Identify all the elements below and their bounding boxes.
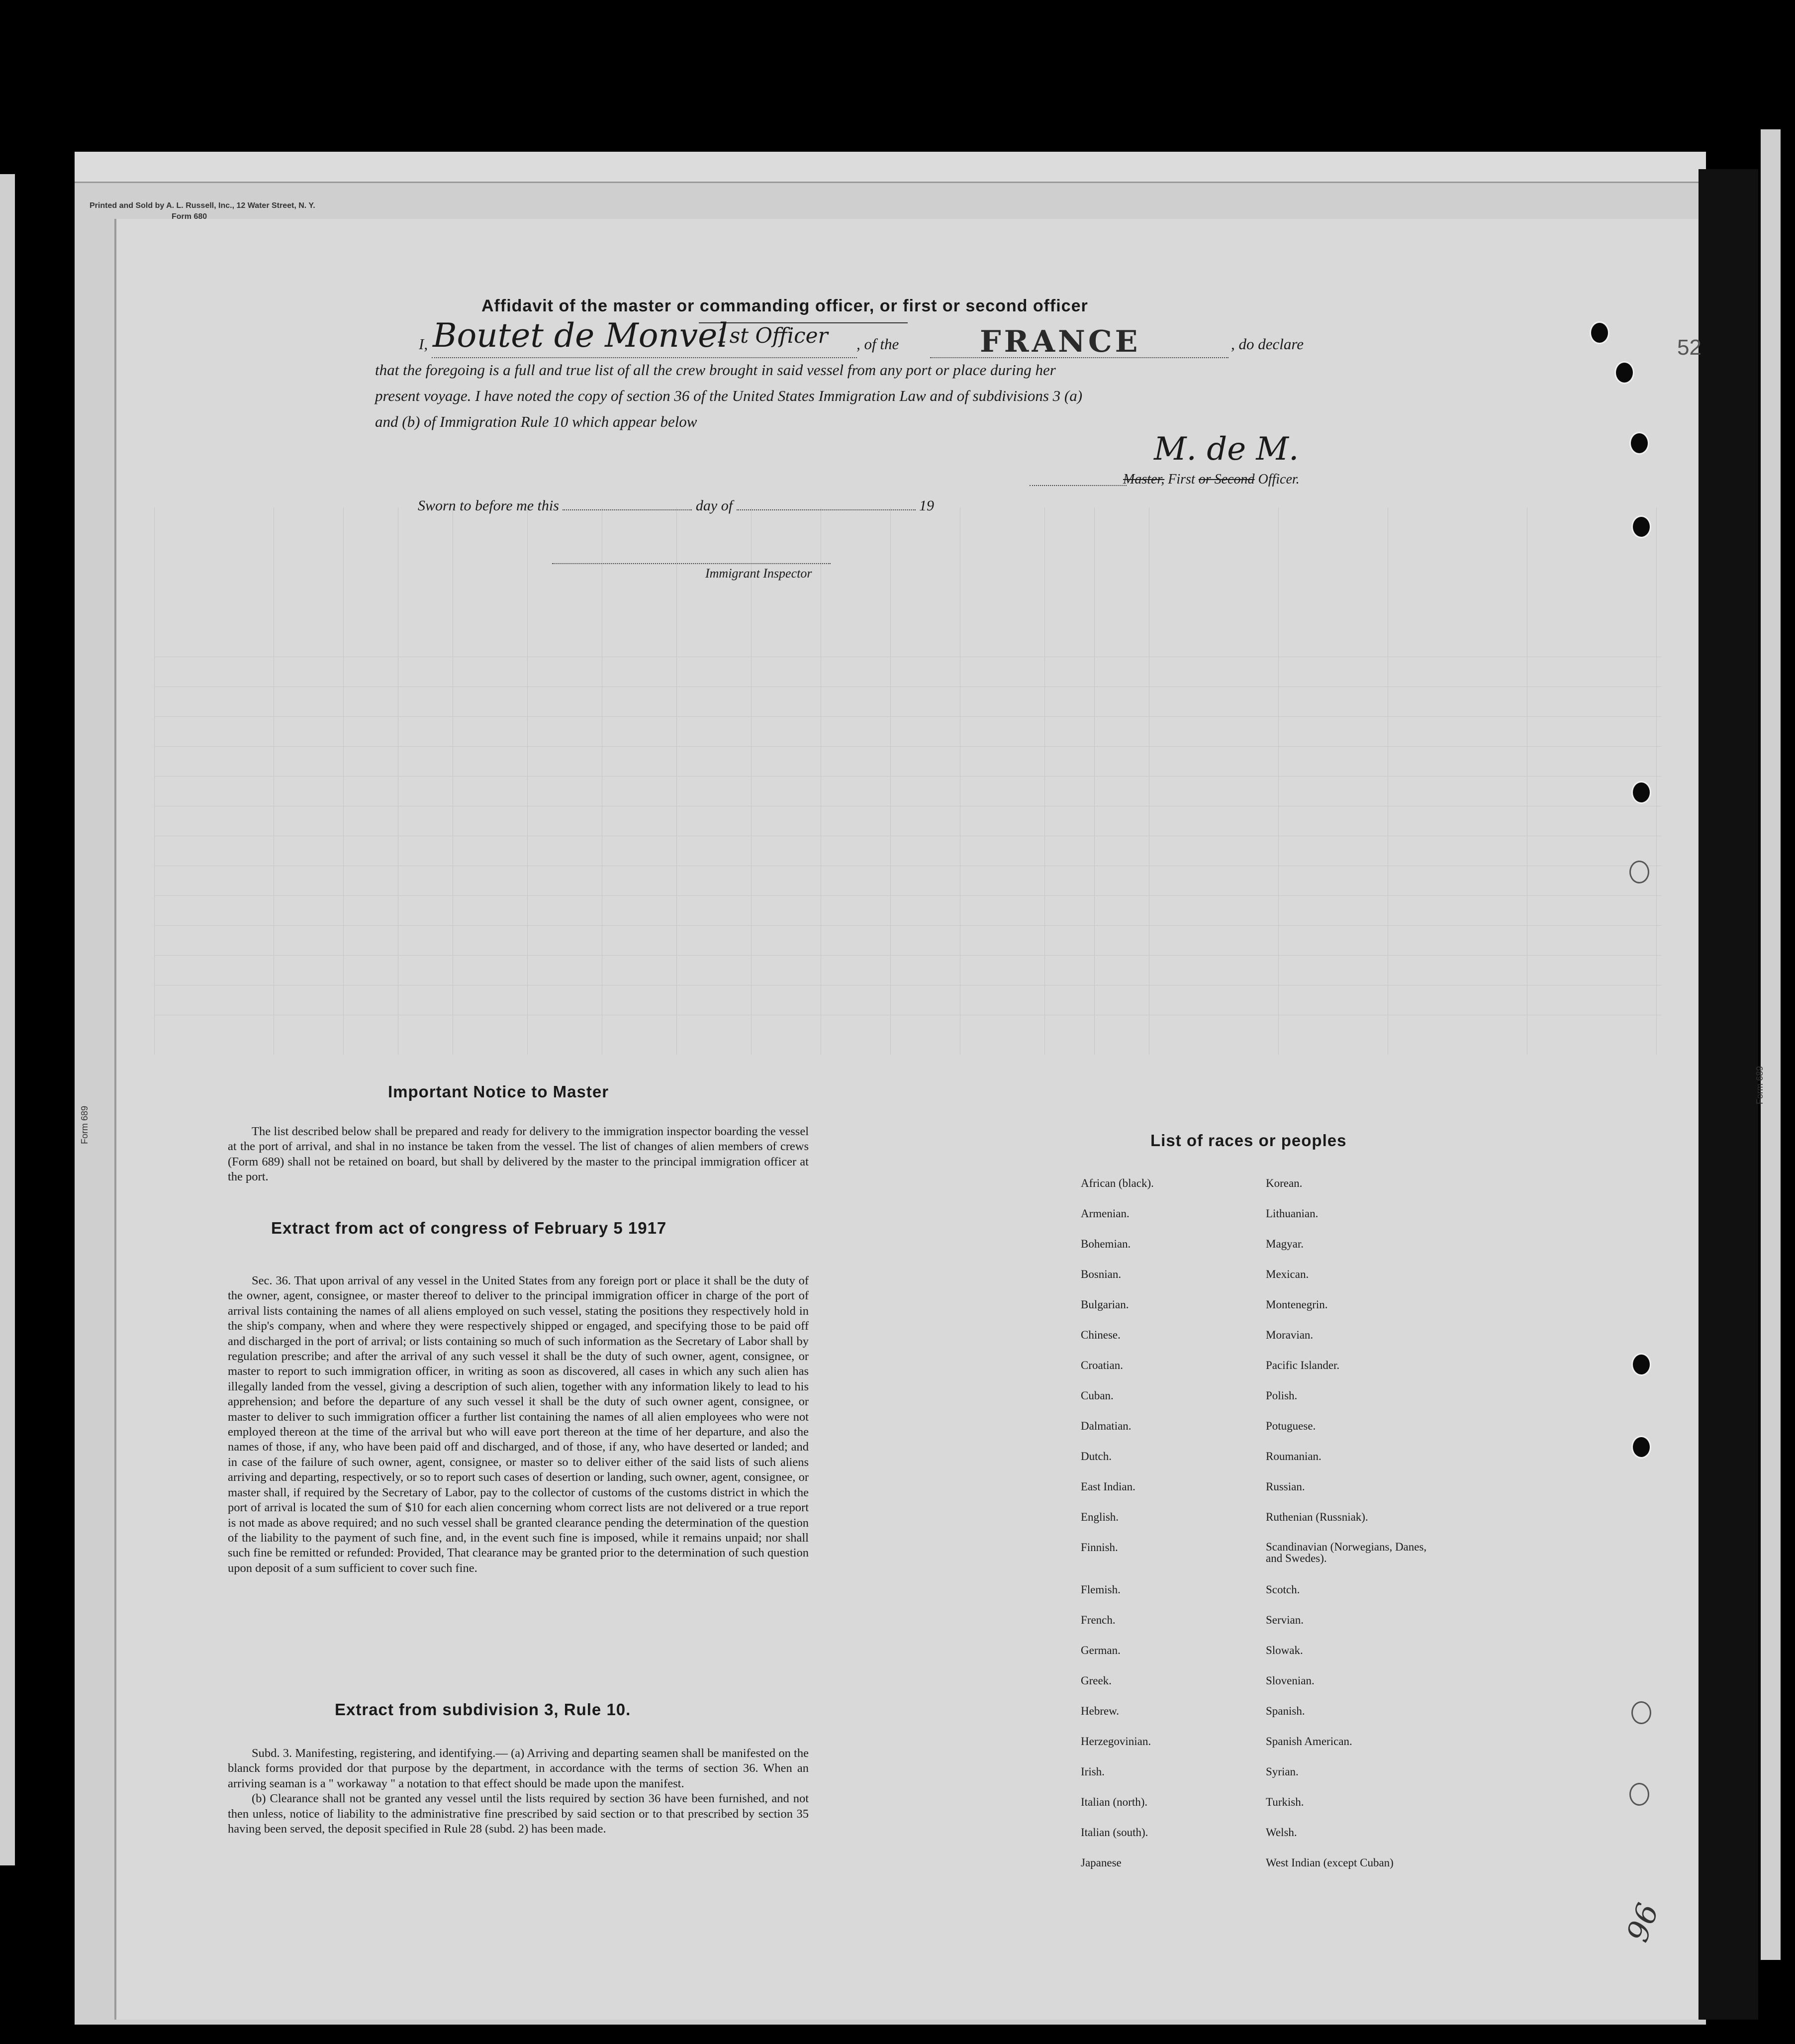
race-item: Greek. [1081, 1674, 1112, 1687]
race-item: Finnish. [1081, 1541, 1118, 1554]
punch-hole [1590, 321, 1609, 344]
affidavit-line2: that the foregoing is a full and true list of all the crew brought in said vessel from any port or place during her [375, 361, 1056, 379]
punch-hole [1631, 1353, 1651, 1376]
race-item: Dalmatian. [1081, 1420, 1132, 1432]
affidavit-title: Affidavit of the master or commanding officer, or first or second officer [481, 296, 1088, 315]
punch-hole [1631, 781, 1651, 804]
margin-note: 96 [1620, 1899, 1666, 1947]
inspector-label: Immigrant Inspector [705, 566, 812, 581]
sworn-year: 19 [919, 497, 935, 514]
officer-second-struck: or Second [1198, 472, 1255, 487]
binding-shadow [1699, 169, 1758, 2020]
punch-hole [1614, 361, 1634, 384]
race-item: Scandinavian (Norwegians, Danes, and Swedes). [1266, 1541, 1427, 1564]
race-item: Welsh. [1266, 1826, 1297, 1839]
sworn-date-blank [563, 509, 692, 510]
race-item: Lithuanian. [1266, 1207, 1319, 1220]
race-item: Russian. [1266, 1480, 1305, 1493]
affidavit-line3: present voyage. I have noted the copy of section 36 of the United States Immigration Law and of subdivisions 3 (a) [375, 387, 1083, 404]
race-item: Croatian. [1081, 1359, 1123, 1371]
race-item: Ruthenian (Russniak). [1266, 1511, 1368, 1523]
punch-hole [1631, 1436, 1651, 1459]
sworn-month-blank [737, 509, 916, 510]
race-item: African (black). [1081, 1177, 1154, 1189]
side-label-right: Form 689 [1755, 1066, 1765, 1104]
affidavit-line4: and (b) of Immigration Rule 10 which appear below [375, 413, 697, 430]
notice-text: The list described below shall be prepared and ready for delivery to the immigration inspector boarding the vessel at the port of arrival, and shal in no instance be taken from the vessel. The list of changes of alien members of crews (Form 689) shall not be retained on board, but shall by delivered by the master to the principal immigration officer at the port. [228, 1125, 809, 1184]
punch-hole [1629, 861, 1649, 883]
declarant-rank: 1st Officer [716, 323, 828, 348]
race-item: Dutch. [1081, 1450, 1112, 1462]
race-item: Magyar. [1266, 1238, 1304, 1250]
rule-heading: Extract from subdivision 3, Rule 10. [335, 1700, 631, 1719]
act-text: Sec. 36. That upon arrival of any vessel in the United States from any foreign port or place it shall be the duty of the owner, agent, consignee, or master thereof to deliver to the principal immigration officer in charge of the port of arrival lists containing the names of all aliens employed on such vessel, stating the positions they respectively hold in the ship's company, when and where they were respectively shipped or engaged, and specifying those to be paid off and discharged in the port of arrival; or lists containing so much of such information as the Secretary of Labor shall by regulation prescribe; and after the arrival of any such vessel it shall be the duty of such owner, agent, consignee, or master to report to such immigration officer, in writing as soon as discovered, all cases in which any such alien has illegally landed from the vessel, giving a description of such alien, together with any information likely to lead to his apprehension; and before the departure of any such vessel it shall be the duty of such owner agent, consignee, or master to deliver to such immigration officer a further list containing the names of all alien employees who were not employed thereon at the time of the arrival but who will eave port thereon at the time of her departure, and also the names of those, if any, who have been paid off and discharged, and of those, if any, who have deserted or landed; and in case of the failure of such owner, agent, consignee, or master so to deliver either of the said lists of such aliens arriving and departing, respectively, or so to report such cases of desertion or landing, such owner, agent, consignee, or master shall, if required by the Secretary of Labor, pay to the collector of customs of the customs district in which the port of arrival is located the sum of $10 for each alien concerning whom correct lists are not delivered or a true report is not made as above required; and no such vessel shall be granted clearance pending the determination of the question of the liability to the payment of such fine, and, in the event such fine is imposed, while it remains unpaid; nor shall such fine be remitted or refunded: Provided, That clearance may be granted prior to the determination of such question upon deposit of a sum sufficient to cover such fine. [228, 1274, 809, 1575]
race-item: Servian. [1266, 1614, 1304, 1626]
act-heading: Extract from act of congress of February 5 1917 [271, 1219, 667, 1237]
race-item: Korean. [1266, 1177, 1303, 1189]
race-item: Italian (south). [1081, 1826, 1148, 1839]
form-number: Form 680 [172, 212, 207, 221]
inspector-dotted-line [552, 563, 831, 564]
officer-suffix: Officer. [1258, 472, 1300, 487]
race-item: Polish. [1266, 1389, 1298, 1402]
race-item: Moravian. [1266, 1329, 1314, 1341]
officer-signature: M. de M. [1154, 431, 1299, 468]
race-item: Bulgarian. [1081, 1298, 1129, 1311]
race-item: Japanese [1081, 1856, 1122, 1869]
race-item: Roumanian. [1266, 1450, 1322, 1462]
punch-hole [1629, 432, 1649, 455]
race-item: Hebrew. [1081, 1705, 1120, 1717]
declarant-name: Boutet de Monvel [433, 316, 728, 355]
affidavit-declare: , do declare [1231, 335, 1304, 353]
race-item: English. [1081, 1511, 1119, 1523]
race-item: Spanish. [1266, 1705, 1305, 1717]
race-item: French. [1081, 1614, 1116, 1626]
sworn-line [418, 497, 934, 514]
right-paper-edge [1761, 129, 1781, 1960]
race-item: Pacific Islander. [1266, 1359, 1340, 1371]
ship-name-stamp: FRANCE [980, 324, 1141, 359]
ship-dotted-line [930, 357, 1228, 358]
top-sheet-edge [75, 152, 1706, 183]
race-item: Chinese. [1081, 1329, 1121, 1341]
race-item: Syrian. [1266, 1765, 1299, 1778]
side-label-left: Form 689 [80, 1105, 90, 1144]
race-item: East Indian. [1081, 1480, 1135, 1493]
race-item: Mexican. [1266, 1268, 1309, 1280]
races-heading: List of races or peoples [1150, 1131, 1347, 1150]
race-item: German. [1081, 1644, 1121, 1656]
printer-imprint: Printed and Sold by A. L. Russell, Inc., 12 Water Street, N. Y. [90, 201, 315, 210]
race-item: Slowak. [1266, 1644, 1303, 1656]
affidavit-of-the: , of the [856, 335, 899, 353]
sworn-day-label: day of [695, 497, 733, 514]
rule-text: Subd. 3. Manifesting, registering, and identifying.— (a) Arriving and departing seamen shall be manifested on the blanck forms provided dor that purpose by the department, in accordance with the terms of section 36. When an arriving seaman is a " workaway " a notation to that effect should be made upon the manifest. (b) Clearance shall not be granted any vessel until the lists required by section 36 have been furnished, and not then unless, notice of liability to the administrative fine prescribed by said section or to that prescribed by section 35 having been served, the deposit specified in Rule 28 (subd. 2) has been made. [228, 1747, 809, 1836]
race-item: Turkish. [1266, 1796, 1304, 1808]
notice-heading: Important Notice to Master [388, 1082, 609, 1101]
signature-dotted-line [1030, 485, 1127, 486]
punch-hole [1631, 515, 1651, 538]
race-item: Scotch. [1266, 1583, 1300, 1596]
race-item: Cuban. [1081, 1389, 1114, 1402]
left-paper-edge [0, 174, 15, 1865]
race-item: Italian (north). [1081, 1796, 1148, 1808]
race-item: Slovenian. [1266, 1674, 1315, 1687]
officer-first: First [1168, 472, 1195, 487]
affidavit-line1-prefix: I, [419, 335, 428, 353]
race-item: West Indian (except Cuban) [1266, 1856, 1394, 1869]
race-item: Potuguese. [1266, 1420, 1316, 1432]
race-item: Spanish American. [1266, 1735, 1352, 1748]
punch-hole [1629, 1783, 1649, 1806]
sworn-prefix: Sworn to before me this [418, 497, 559, 514]
officer-master-struck: Master, [1123, 472, 1165, 487]
officer-title [1123, 472, 1300, 487]
underlying-manifest-grid [154, 507, 1661, 1055]
punch-hole [1631, 1701, 1651, 1724]
race-item: Flemish. [1081, 1583, 1121, 1596]
page-number: 52 [1677, 335, 1701, 360]
race-item: Herzegovinian. [1081, 1735, 1151, 1748]
race-item: Bosnian. [1081, 1268, 1122, 1280]
race-item: Irish. [1081, 1765, 1105, 1778]
race-item: Montenegrin. [1266, 1298, 1328, 1311]
name-dotted-line [432, 357, 857, 358]
race-item: Bohemian. [1081, 1238, 1131, 1250]
race-item: Armenian. [1081, 1207, 1130, 1220]
